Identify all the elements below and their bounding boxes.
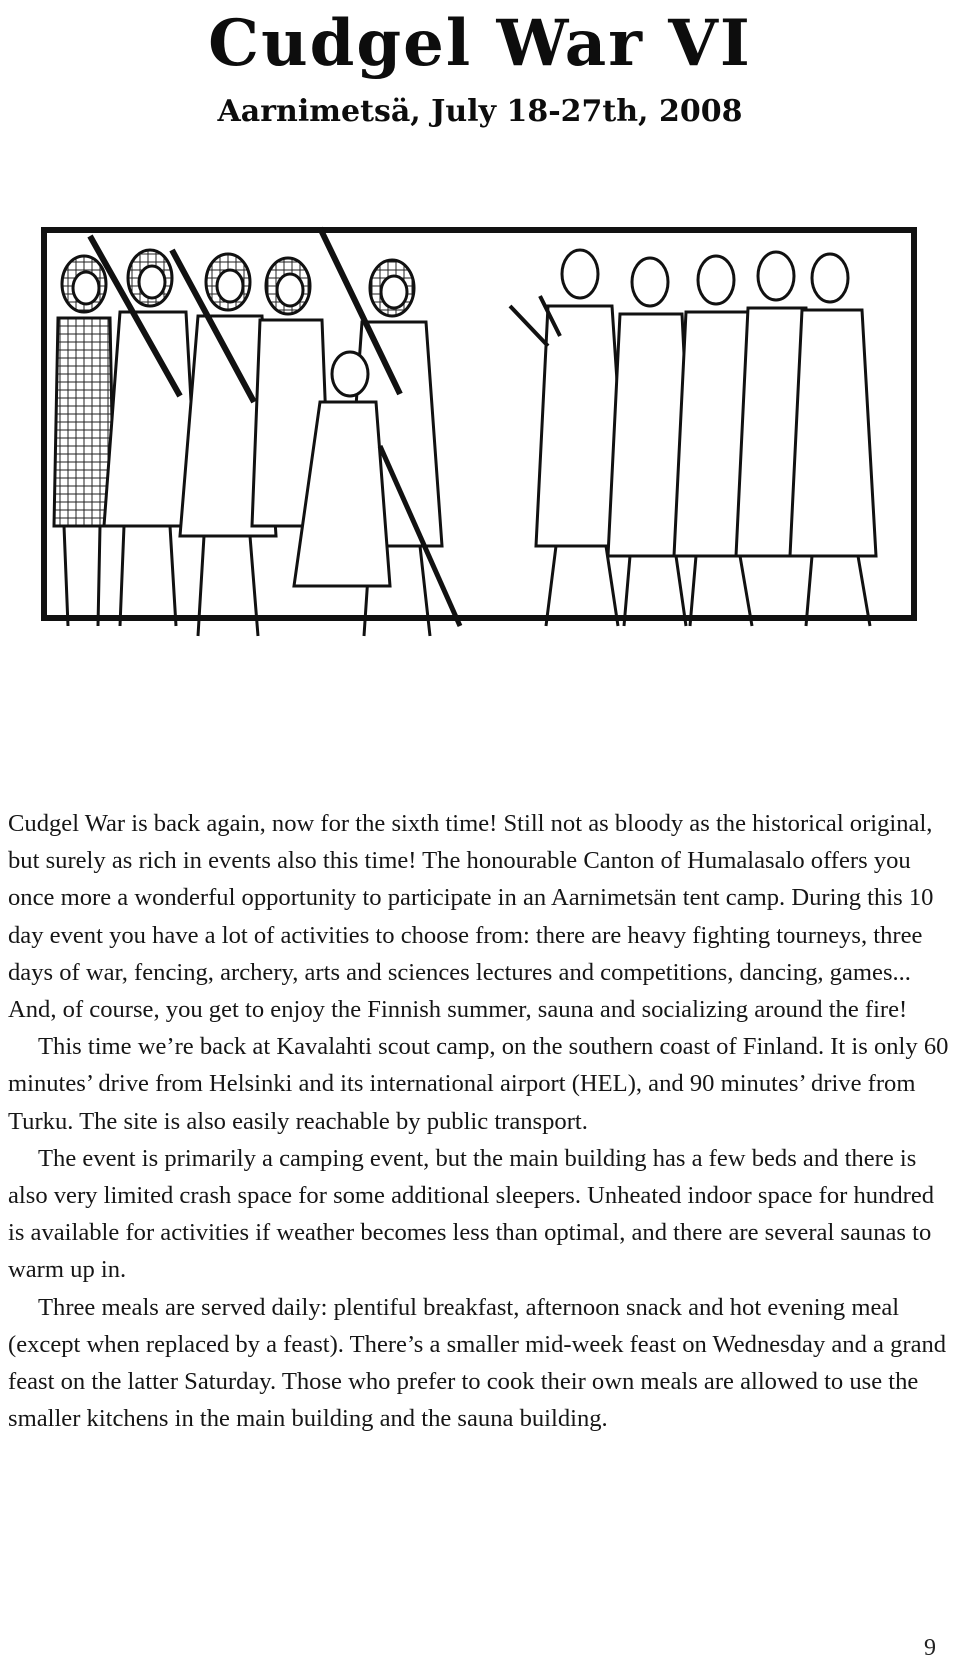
paragraph-camping: The event is primarily a camping event, but the main building has a few beds and there is also very limited crash space for some additional sleepers. Unheated indoor space for hundred is available for activities if weather becomes less than optimal, and there are several saunas to warm up in.	[8, 1144, 935, 1284]
page-number: 9	[924, 1635, 936, 1661]
article-body	[8, 805, 952, 1437]
paragraph-location: This time we’re back at Kavalahti scout camp, on the southern coast of Finland. It is only 60 minutes’ drive from Helsinki and its international airport (HEL), and 90 minutes’ drive from Turku. The site is also easily reachable by public transport.	[8, 1033, 949, 1135]
medieval-illustration	[40, 226, 918, 694]
page-subtitle: Aarnimetsä, July 18-27th, 2008	[217, 94, 743, 129]
paragraph-meals: Three meals are served daily: plentiful breakfast, afternoon snack and hot evening meal (except when replaced by a feast). There’s a smaller mid-week feast on Wednesday and a grand feast on the latter Saturday. Those who prefer to cook their own meals are allowed to use the smaller kitchens in the main building and the sauna building.	[8, 1293, 947, 1433]
page-title: Cudgel War VI	[208, 6, 752, 81]
paragraph-intro: Cudgel War is back again, now for the sixth time! Still not as bloody as the historical original, but surely as rich in events also this time! The honourable Canton of Humalasalo offers you once more a wonderful opportunity to participate in an Aarnimetsän tent camp. During this 10 day event you have a lot of activities to choose from: there are heavy fighting tourneys, three days of war, fencing, archery, arts and sciences lectures and competitions, dancing, games... And, of course, you get to enjoy the Finnish summer, sauna and socializing around the fire!	[8, 810, 934, 1024]
